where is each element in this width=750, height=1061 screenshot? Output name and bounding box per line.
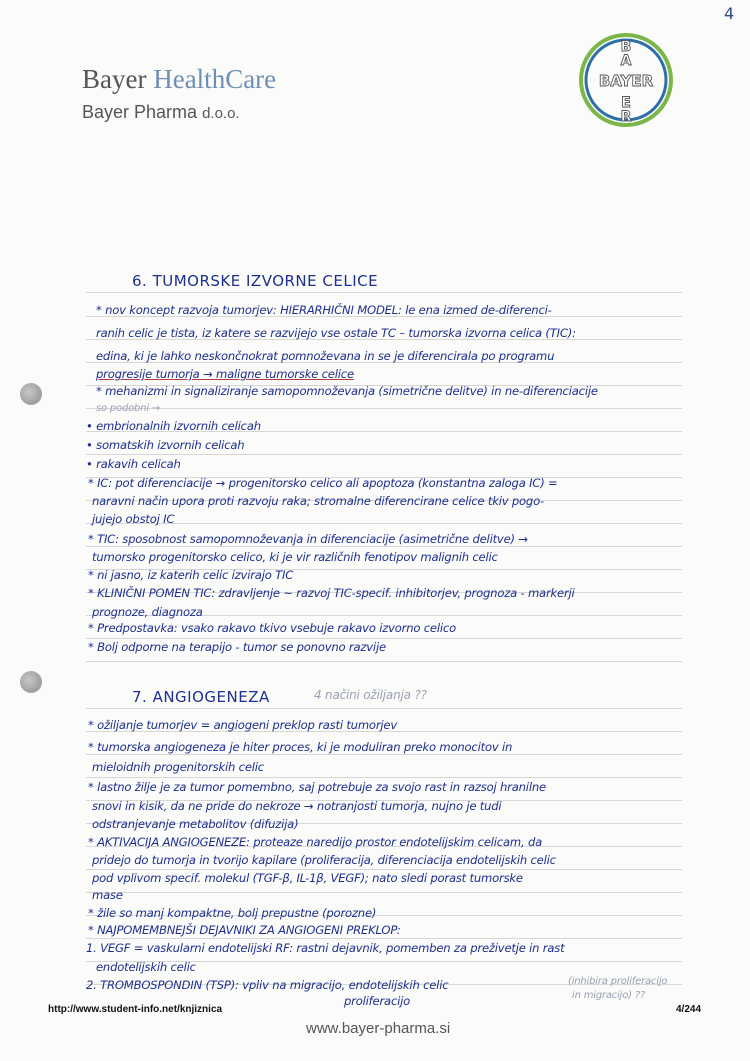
logo-letter-v4: E <box>621 95 631 111</box>
s6-line-15: * KLINIČNI POMEN TIC: zdravljenje ~ razvoj TIC-specif. inhibitorjev, prognoza - markerji <box>88 586 575 600</box>
brand-title-part2: HealthCare <box>153 64 277 94</box>
s7-line-9: pod vplivom specif. molekul (TGF-β, IL-1β, VEGF); nato sledi porast tumorske <box>92 871 523 885</box>
s7-margin-note-1: (inhibira proliferacijo <box>568 976 668 987</box>
footer-website: www.bayer-pharma.si <box>306 1020 451 1037</box>
footer-source-url: http://www.student-info.net/knjiznica <box>48 1004 223 1015</box>
s6-line-11: jujejo obstoj IC <box>92 512 175 526</box>
rule-line <box>86 661 682 662</box>
rule-line <box>86 523 682 524</box>
footer-page-number: 4/244 <box>676 1004 702 1015</box>
s7-line-12: * NAJPOMEMBNEJŠI DEJAVNIKI ZA ANGIOGENI PREKLOP: <box>88 923 401 937</box>
logo-letter-v2: A <box>620 53 632 69</box>
s7-line-10: mase <box>92 888 123 902</box>
s6-line-12: * TIC: sposobnost samopomnoževanja in diferenciacije (asimetrične delitve) → <box>88 532 528 546</box>
s7-line-1: * ožiljanje tumorjev = angiogeni preklop rasti tumorjev <box>88 718 397 732</box>
s7-heading-note: 4 načini ožiljanja ?? <box>314 688 427 702</box>
brand-title-part1: Bayer <box>82 64 154 94</box>
rule-line <box>86 292 682 293</box>
brand-subtitle-main: Bayer Pharma <box>82 102 203 122</box>
s6-line-3: edina, ki je lahko neskončnokrat pomnoževana in se je diferencirala po programu <box>96 349 555 363</box>
logo-letter-v1: B <box>620 39 632 55</box>
s7-line-13: 1. VEGF = vaskularni endotelijski RF: rastni dejavnik, pomemben za preživetje in rast <box>86 941 565 955</box>
logo-horizontal-word: BAYER <box>598 72 654 90</box>
brand-subtitle-suffix: d.o.o. <box>202 105 240 122</box>
s7-line-3: mieloidnih progenitorskih celic <box>92 760 264 774</box>
s6-faint-note: so podobni → <box>96 403 161 414</box>
s7-line-14: endotelijskih celic <box>96 960 196 974</box>
rule-line <box>86 869 682 870</box>
rule-line <box>86 708 682 709</box>
s7-line-5: snovi in kisik, da ne pride do nekroze → notranjosti tumorja, nujno je tudi <box>92 799 502 813</box>
s6-line-5: * mehanizmi in signaliziranje samopomnoževanja (simetrične delitve) in ne-diferenciacije <box>96 384 598 398</box>
rule-line <box>86 638 682 639</box>
s7-line-4: * lastno žilje je za tumor pomembno, saj potrebuje za svojo rast in razsoj hranilne <box>88 780 546 794</box>
s6-line-4: progresije tumorja → maligne tumorske celice <box>96 367 354 381</box>
s6-line-2: ranih celic je tista, iz katere se razvijejo vse ostale TC – tumorska izvorna celica (TIC): <box>96 326 576 340</box>
s6-line-9: * IC: pot diferenciacije → progenitorsko celico ali apoptoza (konstantna zaloga IC) = <box>88 476 558 490</box>
s6-line-7: • somatskih izvornih celicah <box>86 438 245 452</box>
s7-line-2: * tumorska angiogeneza je hiter proces, ki je moduliran preko monocitov in <box>88 740 513 754</box>
brand-subtitle <box>82 102 240 123</box>
section-6-heading: 6. TUMORSKE IZVORNE CELICE <box>132 272 379 290</box>
s7-line-8: pridejo do tumorja in tvorijo kapilare (proliferacija, diferenciacija endotelijskih celic <box>92 853 556 867</box>
rule-line <box>86 454 682 455</box>
rule-line <box>86 892 682 893</box>
rule-line <box>86 546 682 547</box>
page-corner-number: 4 <box>724 4 735 23</box>
rule-line <box>86 938 682 939</box>
s6-line-8: • rakavih celicah <box>86 457 181 471</box>
s7-line-15: 2. TROMBOSPONDIN (TSP): vpliv na migracijo, endotelijskih celic <box>86 978 449 992</box>
s7-line-11: * žile so manj kompaktne, bolj prepustne (porozne) <box>88 906 377 920</box>
binder-hole-top <box>20 383 42 405</box>
bayer-cross-logo <box>578 32 674 128</box>
s6-line-6: • embrionalnih izvornih celicah <box>86 419 261 433</box>
s7-line-6: odstranjevanje metabolitov (difuzija) <box>92 817 299 831</box>
s6-line-10: naravni način upora proti razvoju raka; stromalne diferencirane celice tkiv pogo- <box>92 494 544 508</box>
s6-line-16: prognoze, diagnoza <box>92 605 203 619</box>
s7-margin-note-2: in migracijo) ?? <box>572 990 646 1001</box>
s7-line-16: proliferacijo <box>344 994 411 1008</box>
s6-line-1: * nov koncept razvoja tumorjev: HIERARHIČNI MODEL: le ena izmed de-diferenci- <box>96 303 552 317</box>
section-7-heading: 7. ANGIOGENEZA <box>132 688 270 706</box>
s6-line-18: * Bolj odporne na terapijo - tumor se ponovno razvije <box>88 640 386 654</box>
s6-line-17: * Predpostavka: vsako rakavo tkivo vsebuje rakavo izvorno celico <box>88 621 456 635</box>
binder-hole-bottom <box>20 671 42 693</box>
rule-line <box>86 408 682 409</box>
s7-line-7: * AKTIVACIJA ANGIOGENEZE: proteaze naredijo prostor endotelijskim celicam, da <box>88 835 543 849</box>
logo-letter-v5: R <box>620 109 632 125</box>
rule-line <box>86 777 682 778</box>
brand-title <box>82 64 276 95</box>
rule-line <box>86 754 682 755</box>
s6-line-13: tumorsko progenitorsko celico, ki je vir različnih fenotipov malignih celic <box>92 550 498 564</box>
s6-line-14: * ni jasno, iz katerih celic izvirajo TIC <box>88 568 294 582</box>
